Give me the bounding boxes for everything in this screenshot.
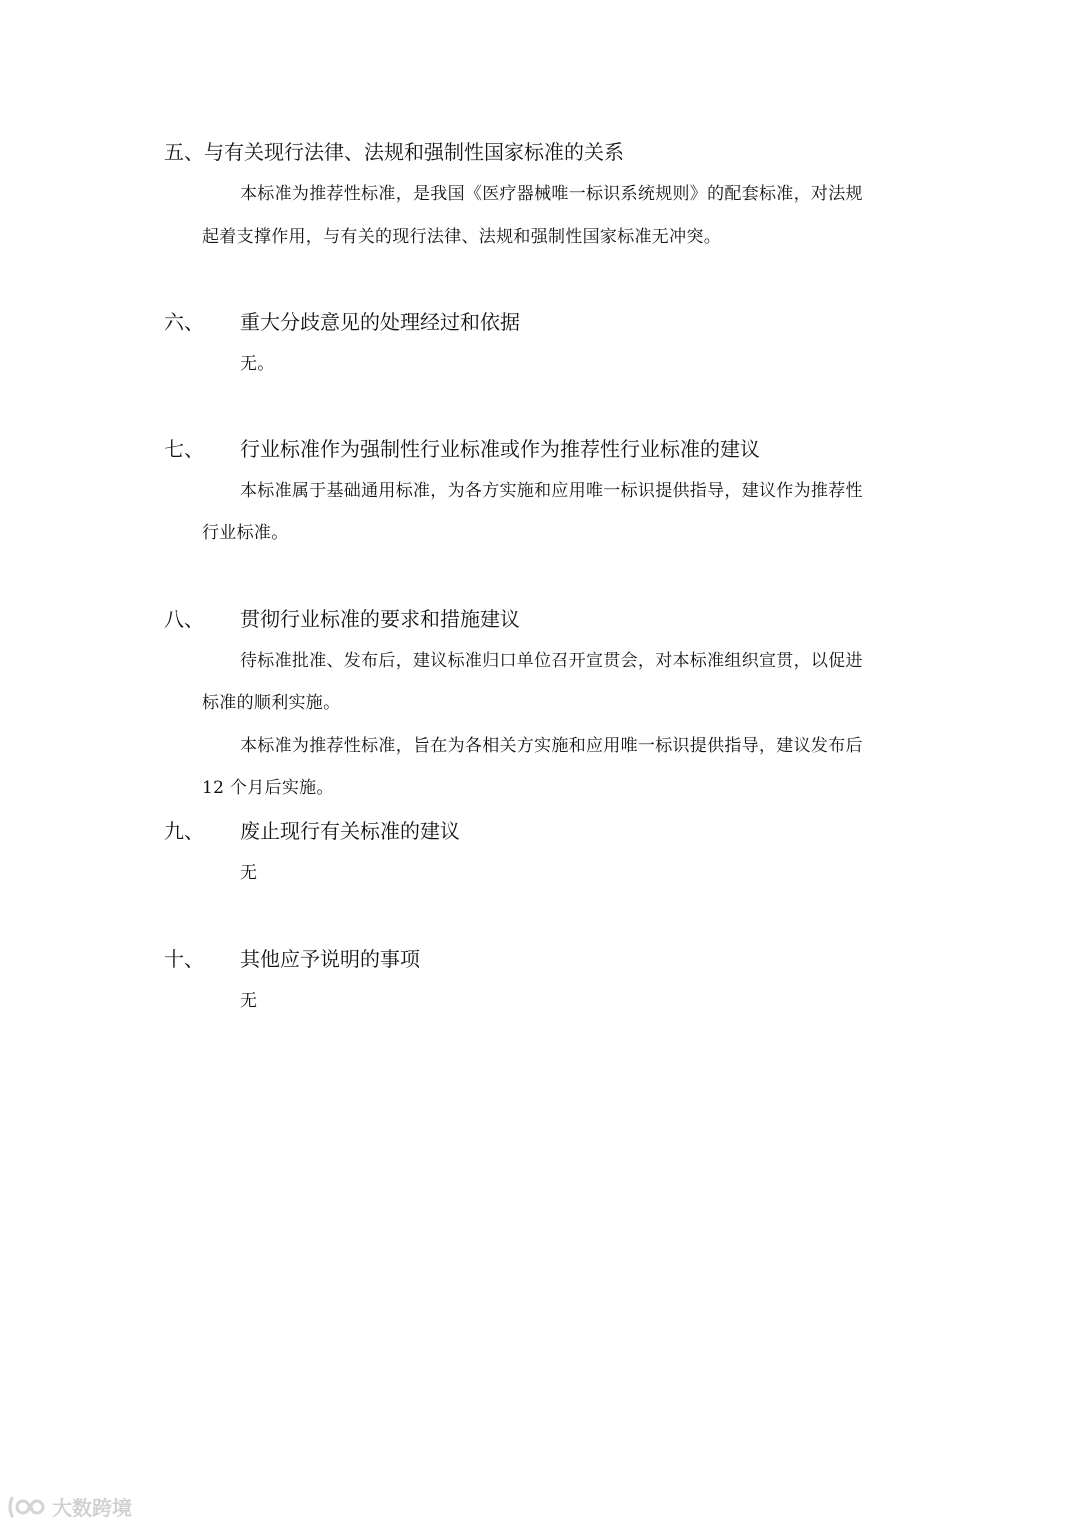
section-5-line-1: 本标准为推荐性标准，是我国《医疗器械唯一标识系统规则》的配套标准，对法规 (240, 184, 863, 204)
section-9-line-1: 无 (240, 863, 258, 883)
section-6-title: 重大分歧意见的处理经过和依据 (240, 310, 520, 334)
section-8-title: 贯彻行业标准的要求和措施建议 (240, 607, 520, 631)
section-10-number: 十、 (164, 947, 204, 971)
section-6-line-1: 无。 (240, 354, 275, 374)
section-8-number: 八、 (164, 607, 204, 631)
section-9-number: 九、 (164, 819, 204, 843)
section-8-line-4: 12 个月后实施。 (202, 778, 334, 798)
section-5-title: 五、与有关现行法律、法规和强制性国家标准的关系 (164, 140, 624, 164)
section-7-number: 七、 (164, 437, 204, 461)
section-8-line-2: 标准的顺利实施。 (202, 693, 341, 713)
section-10-line-1: 无 (240, 991, 258, 1011)
section-8-line-3: 本标准为推荐性标准，旨在为各相关方实施和应用唯一标识提供指导，建议发布后 (240, 736, 863, 756)
brand-logo-icon (6, 1494, 48, 1520)
watermark (6, 1492, 132, 1521)
section-9-title: 废止现行有关标准的建议 (240, 819, 460, 843)
section-7-line-1: 本标准属于基础通用标准，为各方实施和应用唯一标识提供指导，建议作为推荐性 (240, 481, 863, 501)
section-6-number: 六、 (164, 310, 204, 334)
section-5-line-2: 起着支撑作用，与有关的现行法律、法规和强制性国家标准无冲突。 (202, 227, 721, 247)
section-7-title: 行业标准作为强制性行业标准或作为推荐性行业标准的建议 (240, 437, 760, 461)
watermark-text: 大数跨境 (52, 1496, 132, 1520)
section-8-line-1: 待标准批准、发布后，建议标准归口单位召开宣贯会，对本标准组织宣贯，以促进 (240, 651, 863, 671)
section-10-title: 其他应予说明的事项 (240, 947, 420, 971)
section-7-line-2: 行业标准。 (202, 523, 289, 543)
